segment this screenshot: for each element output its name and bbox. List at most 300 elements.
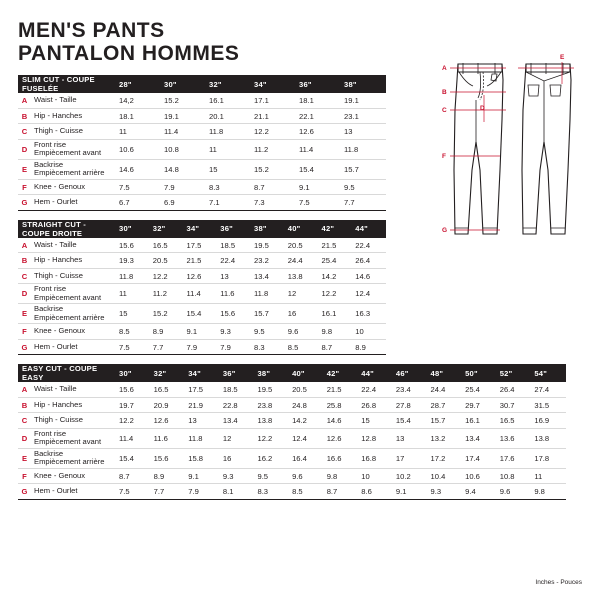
row-value: 15.7 bbox=[251, 304, 285, 324]
row-value: 23.8 bbox=[254, 397, 289, 413]
table-header-row bbox=[18, 75, 386, 93]
units-footnote: Inches - Pouces bbox=[535, 579, 582, 586]
row-value: 11.8 bbox=[251, 284, 285, 304]
cut-name: SLIM CUT - COUPE FUSELÉE bbox=[18, 75, 116, 93]
size-header: 48" bbox=[428, 364, 463, 382]
size-header: 38" bbox=[341, 75, 386, 93]
size-table-slim-cut bbox=[18, 75, 386, 211]
row-value: 11.8 bbox=[341, 139, 386, 159]
row-value: 11.4 bbox=[184, 284, 218, 304]
row-value: 8.5 bbox=[285, 339, 319, 355]
row-value: 24.4 bbox=[428, 382, 463, 397]
row-value: 8.9 bbox=[151, 468, 186, 484]
row-letter: E bbox=[18, 304, 31, 324]
size-header: 30" bbox=[116, 220, 150, 238]
row-value: 10 bbox=[358, 468, 393, 484]
row-value: 25.4 bbox=[319, 253, 353, 269]
row-value: 9.8 bbox=[324, 468, 359, 484]
row-value: 11.4 bbox=[116, 428, 151, 448]
row-label-fr: Empiècement avant bbox=[34, 292, 102, 302]
row-value: 27.4 bbox=[531, 382, 566, 397]
table-row bbox=[18, 139, 386, 159]
row-letter: D bbox=[18, 284, 31, 304]
row-letter: E bbox=[18, 448, 31, 468]
size-header: 46" bbox=[393, 364, 428, 382]
row-value: 11.8 bbox=[185, 428, 220, 448]
table-row bbox=[18, 253, 386, 269]
table-row bbox=[18, 339, 386, 355]
size-tables bbox=[18, 75, 550, 500]
row-value: 7.9 bbox=[161, 179, 206, 195]
row-label-fr: Empiècement arrière bbox=[34, 312, 105, 322]
row-value: 8.7 bbox=[324, 484, 359, 500]
row-label: Hem - Ourlet bbox=[31, 339, 116, 355]
row-value: 8.5 bbox=[289, 484, 324, 500]
row-value: 10 bbox=[352, 324, 386, 340]
row-value: 25.8 bbox=[324, 397, 359, 413]
table-row bbox=[18, 159, 386, 179]
row-value: 23.2 bbox=[251, 253, 285, 269]
row-value: 16 bbox=[220, 448, 255, 468]
row-value: 7.5 bbox=[296, 195, 341, 211]
row-value: 22.8 bbox=[220, 397, 255, 413]
row-value: 7.9 bbox=[185, 484, 220, 500]
row-value: 9.8 bbox=[531, 484, 566, 500]
table-row bbox=[18, 93, 386, 108]
row-value: 18.5 bbox=[217, 238, 251, 253]
row-value: 13 bbox=[341, 124, 386, 140]
row-value: 7.7 bbox=[151, 484, 186, 500]
row-value: 12.4 bbox=[289, 428, 324, 448]
row-value: 15.6 bbox=[217, 304, 251, 324]
size-header: 34" bbox=[184, 220, 218, 238]
row-label-en: Front rise bbox=[34, 428, 67, 438]
table-row bbox=[18, 195, 386, 211]
size-header: 40" bbox=[285, 220, 319, 238]
row-letter: F bbox=[18, 324, 31, 340]
table-row bbox=[18, 428, 566, 448]
row-label-en: Backrise bbox=[34, 448, 64, 458]
row-value: 8.7 bbox=[319, 339, 353, 355]
row-value: 18.1 bbox=[116, 108, 161, 124]
row-value: 13.4 bbox=[251, 268, 285, 284]
size-header: 32" bbox=[150, 220, 184, 238]
row-letter: D bbox=[18, 139, 31, 159]
row-label bbox=[31, 139, 116, 159]
row-value: 16.6 bbox=[324, 448, 359, 468]
row-value: 7.9 bbox=[184, 339, 218, 355]
row-label-en: Backrise bbox=[34, 159, 64, 169]
row-value: 14.6 bbox=[116, 159, 161, 179]
row-value: 11.6 bbox=[151, 428, 186, 448]
row-value: 6.9 bbox=[161, 195, 206, 211]
row-label bbox=[31, 304, 116, 324]
row-value: 13 bbox=[393, 428, 428, 448]
size-header: 36" bbox=[217, 220, 251, 238]
row-value: 15 bbox=[206, 159, 251, 179]
row-value: 19.1 bbox=[161, 108, 206, 124]
size-header: 32" bbox=[151, 364, 186, 382]
size-header: 50" bbox=[462, 364, 497, 382]
row-value: 27.8 bbox=[393, 397, 428, 413]
row-value: 15.6 bbox=[116, 382, 151, 397]
row-value: 13 bbox=[185, 413, 220, 429]
row-value: 19.1 bbox=[341, 93, 386, 108]
row-label: Hem - Ourlet bbox=[31, 484, 116, 500]
row-label bbox=[31, 448, 116, 468]
row-value: 9.3 bbox=[428, 484, 463, 500]
row-value: 15.4 bbox=[296, 159, 341, 179]
row-label-fr: Empiècement arrière bbox=[34, 457, 105, 467]
row-value: 13.4 bbox=[462, 428, 497, 448]
size-header: 34" bbox=[185, 364, 220, 382]
row-value: 15.4 bbox=[393, 413, 428, 429]
row-label bbox=[31, 284, 116, 304]
row-value: 17 bbox=[393, 448, 428, 468]
row-value: 11.6 bbox=[217, 284, 251, 304]
row-value: 8.5 bbox=[116, 324, 150, 340]
table-row bbox=[18, 179, 386, 195]
table-header-row bbox=[18, 364, 566, 382]
size-header: 42" bbox=[324, 364, 359, 382]
row-value: 10.8 bbox=[497, 468, 532, 484]
row-value: 15.2 bbox=[251, 159, 296, 179]
row-value: 14.2 bbox=[319, 268, 353, 284]
row-value: 16.1 bbox=[462, 413, 497, 429]
row-value: 14.6 bbox=[324, 413, 359, 429]
size-table-straight-cut bbox=[18, 220, 386, 356]
row-value: 6.7 bbox=[116, 195, 161, 211]
row-letter: E bbox=[18, 159, 31, 179]
row-value: 15 bbox=[358, 413, 393, 429]
cut-name: EASY CUT - COUPE EASY bbox=[18, 364, 116, 382]
row-letter: B bbox=[18, 397, 31, 413]
row-value: 16.5 bbox=[497, 413, 532, 429]
row-value: 23.4 bbox=[393, 382, 428, 397]
row-value: 30.7 bbox=[497, 397, 532, 413]
row-value: 7.7 bbox=[341, 195, 386, 211]
row-value: 19.3 bbox=[116, 253, 150, 269]
row-value: 14.8 bbox=[161, 159, 206, 179]
row-value: 15.7 bbox=[428, 413, 463, 429]
row-value: 11 bbox=[531, 468, 566, 484]
table-row bbox=[18, 108, 386, 124]
row-value: 17.5 bbox=[184, 238, 218, 253]
row-value: 22.4 bbox=[217, 253, 251, 269]
row-value: 13.8 bbox=[285, 268, 319, 284]
pants-front-view bbox=[454, 63, 503, 234]
row-letter: G bbox=[18, 195, 31, 211]
table-row bbox=[18, 268, 386, 284]
row-value: 20.5 bbox=[289, 382, 324, 397]
size-header: 30" bbox=[161, 75, 206, 93]
row-value: 16 bbox=[285, 304, 319, 324]
row-value: 10.6 bbox=[116, 139, 161, 159]
size-header: 44" bbox=[352, 220, 386, 238]
row-value: 11 bbox=[116, 284, 150, 304]
row-value: 17.5 bbox=[185, 382, 220, 397]
table-row bbox=[18, 304, 386, 324]
row-label: Knee - Genoux bbox=[31, 179, 116, 195]
row-value: 15.6 bbox=[151, 448, 186, 468]
row-label-en: Front rise bbox=[34, 284, 67, 294]
row-value: 16.5 bbox=[151, 382, 186, 397]
diagram-label-c: C bbox=[442, 107, 447, 114]
row-value: 11 bbox=[116, 124, 161, 140]
row-value: 21.1 bbox=[251, 108, 296, 124]
row-letter: F bbox=[18, 179, 31, 195]
table-row bbox=[18, 124, 386, 140]
row-value: 12.8 bbox=[358, 428, 393, 448]
row-letter: B bbox=[18, 108, 31, 124]
row-value: 20.9 bbox=[151, 397, 186, 413]
row-value: 21.5 bbox=[324, 382, 359, 397]
row-value: 16.3 bbox=[352, 304, 386, 324]
table-row bbox=[18, 324, 386, 340]
row-value: 15 bbox=[116, 304, 150, 324]
size-header: 36" bbox=[220, 364, 255, 382]
row-label: Waist - Taille bbox=[31, 93, 116, 108]
row-value: 16.9 bbox=[531, 413, 566, 429]
row-value: 12.2 bbox=[319, 284, 353, 304]
row-value: 16.1 bbox=[206, 93, 251, 108]
row-value: 10.4 bbox=[428, 468, 463, 484]
row-value: 15.6 bbox=[116, 238, 150, 253]
diagram-label-a: A bbox=[442, 65, 447, 72]
row-value: 10.2 bbox=[393, 468, 428, 484]
row-value: 7.5 bbox=[116, 339, 150, 355]
table-row bbox=[18, 284, 386, 304]
row-label-en: Backrise bbox=[34, 304, 64, 314]
row-value: 9.6 bbox=[289, 468, 324, 484]
row-value: 9.5 bbox=[254, 468, 289, 484]
row-value: 19.5 bbox=[251, 238, 285, 253]
size-header: 42" bbox=[319, 220, 353, 238]
row-value: 15.4 bbox=[116, 448, 151, 468]
row-value: 8.6 bbox=[358, 484, 393, 500]
row-value: 9.1 bbox=[296, 179, 341, 195]
row-label: Knee - Genoux bbox=[31, 468, 116, 484]
row-value: 11.8 bbox=[116, 268, 150, 284]
table-row bbox=[18, 468, 566, 484]
row-value: 16.8 bbox=[358, 448, 393, 468]
row-value: 12.2 bbox=[116, 413, 151, 429]
row-value: 7.9 bbox=[217, 339, 251, 355]
title-line-french: PANTALON HOMMES bbox=[18, 41, 240, 65]
row-label: Hip - Hanches bbox=[31, 397, 116, 413]
row-value: 17.8 bbox=[531, 448, 566, 468]
row-value: 14,2 bbox=[116, 93, 161, 108]
row-value: 16.4 bbox=[289, 448, 324, 468]
diagram-label-f: F bbox=[442, 153, 446, 160]
row-value: 11 bbox=[206, 139, 251, 159]
pants-back-view bbox=[522, 63, 571, 234]
row-value: 17.1 bbox=[251, 93, 296, 108]
row-value: 8.3 bbox=[251, 339, 285, 355]
row-letter: C bbox=[18, 413, 31, 429]
row-value: 12.6 bbox=[151, 413, 186, 429]
row-value: 12.6 bbox=[184, 268, 218, 284]
row-value: 8.7 bbox=[116, 468, 151, 484]
row-value: 22.4 bbox=[358, 382, 393, 397]
row-value: 9.8 bbox=[319, 324, 353, 340]
row-value: 15.4 bbox=[184, 304, 218, 324]
row-value: 7.5 bbox=[116, 179, 161, 195]
row-value: 12 bbox=[285, 284, 319, 304]
row-value: 10.8 bbox=[161, 139, 206, 159]
row-value: 8.3 bbox=[206, 179, 251, 195]
row-value: 15.2 bbox=[161, 93, 206, 108]
row-value: 12.6 bbox=[296, 124, 341, 140]
row-value: 9.6 bbox=[497, 484, 532, 500]
row-letter: F bbox=[18, 468, 31, 484]
row-value: 11.2 bbox=[150, 284, 184, 304]
row-value: 10.6 bbox=[462, 468, 497, 484]
row-value: 21.5 bbox=[184, 253, 218, 269]
row-letter: G bbox=[18, 339, 31, 355]
row-value: 19.7 bbox=[116, 397, 151, 413]
size-header: 44" bbox=[358, 364, 393, 382]
row-value: 9.1 bbox=[393, 484, 428, 500]
row-value: 8.7 bbox=[251, 179, 296, 195]
table-row bbox=[18, 484, 566, 500]
row-label: Thigh - Cuisse bbox=[31, 268, 116, 284]
size-header: 36" bbox=[296, 75, 341, 93]
measurement-lines bbox=[450, 62, 574, 230]
size-header: 38" bbox=[251, 220, 285, 238]
row-value: 9.5 bbox=[341, 179, 386, 195]
row-value: 18.1 bbox=[296, 93, 341, 108]
table-row bbox=[18, 238, 386, 253]
table-row bbox=[18, 382, 566, 397]
row-value: 12.2 bbox=[251, 124, 296, 140]
row-value: 8.3 bbox=[254, 484, 289, 500]
diagram-label-g: G bbox=[442, 227, 448, 234]
size-header: 32" bbox=[206, 75, 251, 93]
size-table-easy-cut bbox=[18, 364, 566, 500]
title-line-english: MEN'S PANTS bbox=[18, 19, 165, 42]
row-label: Thigh - Cuisse bbox=[31, 413, 116, 429]
cut-name: STRAIGHT CUT - COUPE DROITE bbox=[18, 220, 116, 238]
row-value: 14.6 bbox=[352, 268, 386, 284]
table-header-row bbox=[18, 220, 386, 238]
row-value: 13.2 bbox=[428, 428, 463, 448]
row-label: Hip - Hanches bbox=[31, 253, 116, 269]
row-label: Waist - Taille bbox=[31, 382, 116, 397]
row-value: 13.8 bbox=[254, 413, 289, 429]
row-label-en: Front rise bbox=[34, 139, 67, 149]
row-value: 9.3 bbox=[217, 324, 251, 340]
row-value: 18.5 bbox=[220, 382, 255, 397]
diagram-label-e: E bbox=[560, 54, 565, 61]
row-value: 21.5 bbox=[319, 238, 353, 253]
row-label: Hip - Hanches bbox=[31, 108, 116, 124]
row-value: 11.4 bbox=[161, 124, 206, 140]
row-value: 12.2 bbox=[150, 268, 184, 284]
row-value: 9.6 bbox=[285, 324, 319, 340]
row-label-fr: Empiècement arrière bbox=[34, 168, 105, 178]
row-letter: D bbox=[18, 428, 31, 448]
row-label bbox=[31, 159, 116, 179]
row-value: 22.4 bbox=[352, 238, 386, 253]
row-letter: G bbox=[18, 484, 31, 500]
size-header: 52" bbox=[497, 364, 532, 382]
row-value: 9.5 bbox=[251, 324, 285, 340]
row-value: 17.6 bbox=[497, 448, 532, 468]
row-value: 21.9 bbox=[185, 397, 220, 413]
row-value: 16.2 bbox=[254, 448, 289, 468]
row-letter: C bbox=[18, 124, 31, 140]
row-value: 7.1 bbox=[206, 195, 251, 211]
row-value: 20.1 bbox=[206, 108, 251, 124]
size-header: 38" bbox=[254, 364, 289, 382]
row-value: 15.8 bbox=[185, 448, 220, 468]
row-value: 13.4 bbox=[220, 413, 255, 429]
row-label bbox=[31, 428, 116, 448]
row-label: Waist - Taille bbox=[31, 238, 116, 253]
row-value: 14.2 bbox=[289, 413, 324, 429]
row-letter: A bbox=[18, 93, 31, 108]
row-value: 24.8 bbox=[289, 397, 324, 413]
row-value: 20.5 bbox=[285, 238, 319, 253]
row-value: 17.4 bbox=[462, 448, 497, 468]
size-header: 54" bbox=[531, 364, 566, 382]
row-value: 31.5 bbox=[531, 397, 566, 413]
row-value: 8.9 bbox=[352, 339, 386, 355]
row-value: 20.5 bbox=[150, 253, 184, 269]
row-value: 19.5 bbox=[254, 382, 289, 397]
row-label-fr: Empiècement avant bbox=[34, 437, 102, 447]
row-value: 24.4 bbox=[285, 253, 319, 269]
row-value: 22.1 bbox=[296, 108, 341, 124]
row-value: 12.4 bbox=[352, 284, 386, 304]
size-header: 34" bbox=[251, 75, 296, 93]
row-value: 12 bbox=[220, 428, 255, 448]
row-value: 23.1 bbox=[341, 108, 386, 124]
row-label-fr: Empiècement avant bbox=[34, 148, 102, 158]
row-value: 7.7 bbox=[150, 339, 184, 355]
row-value: 26.4 bbox=[497, 382, 532, 397]
pants-diagram bbox=[440, 50, 588, 255]
row-value: 9.1 bbox=[185, 468, 220, 484]
table-row bbox=[18, 448, 566, 468]
size-header: 30" bbox=[116, 364, 151, 382]
row-value: 17.2 bbox=[428, 448, 463, 468]
row-value: 9.1 bbox=[184, 324, 218, 340]
size-header: 40" bbox=[289, 364, 324, 382]
row-value: 15.7 bbox=[341, 159, 386, 179]
row-letter: A bbox=[18, 238, 31, 253]
row-value: 9.3 bbox=[220, 468, 255, 484]
row-label: Thigh - Cuisse bbox=[31, 124, 116, 140]
row-label: Knee - Genoux bbox=[31, 324, 116, 340]
row-letter: B bbox=[18, 253, 31, 269]
row-value: 26.4 bbox=[352, 253, 386, 269]
table-row bbox=[18, 413, 566, 429]
row-value: 16.1 bbox=[319, 304, 353, 324]
row-value: 13 bbox=[217, 268, 251, 284]
row-value: 11.4 bbox=[296, 139, 341, 159]
row-value: 28.7 bbox=[428, 397, 463, 413]
row-value: 29.7 bbox=[462, 397, 497, 413]
table-row bbox=[18, 397, 566, 413]
row-value: 8.9 bbox=[150, 324, 184, 340]
row-value: 11.2 bbox=[251, 139, 296, 159]
row-value: 9.4 bbox=[462, 484, 497, 500]
row-value: 7.3 bbox=[251, 195, 296, 211]
diagram-label-d: D bbox=[480, 105, 485, 112]
row-value: 16.5 bbox=[150, 238, 184, 253]
